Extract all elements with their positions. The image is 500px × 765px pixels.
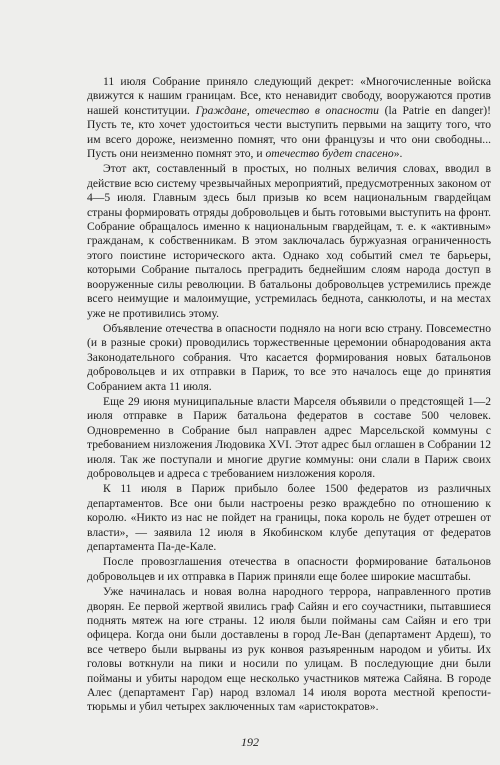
paragraph-7: Уже начиналась и новая волна народного террора, направленного против дворян. Ее первой жертвой явились граф Сайян и его соучастники, пытавшиеся поднять мятеж на юге страны. 12 июля были пойманы сам Сайян и его три офицера. Когда они были доставлены в город Ле-Ван (департамент Ардеш), то все четверо были вырваны из рук конвоя разъяренным народом и убиты. Их головы воткнули на пики и носили по улицам. В последующие дни были пойманы и убиты народом еще несколько участников мятежа Сайяна. В городе Алес (департамент Гар) народ взломал 14 июля ворота местной крепости-тюрьмы и убил четырех заключенных там «аристократов». bbox=[87, 585, 491, 714]
paragraph-1: 11 июля Собрание приняло следующий декрет: «Многочисленные войска движутся к нашим границам. Все, кто ненавидит свободу, вооружаются против нашей конституции. Граждане, отечество в опасности (la Patrie en danger)! Пусть те, кто хочет удостоиться чести выступить первыми на защиту того, что им всего дороже, неизменно помнят, что они французы и что они свободны... Пусть они неизменно помнят это, и отечество будет спасено». bbox=[87, 75, 492, 161]
paragraph-3: Объявление отечества в опасности подняло на ноги всю страну. Повсеместно (и в разные сроки) проводились торжественные церемонии обнародования акта Законодательного собрания. Что касается формирования новых батальонов добровольцев и их отправки в Париж, то все это началось еще до принятия Собранием акта 11 июля. bbox=[87, 321, 491, 393]
paragraph-4: Еще 29 июня муниципальные власти Марселя объявили о предстоящей 1—2 июля отправке в Париж батальона федератов в составе 500 человек. Одновременно в Собрание был направлен адрес Марсельской коммуны с требованием низложения Людовика XVI. Этот адрес был оглашен в Собрании 12 июля. Так же поступали и многие другие коммуны: они слали в Париж своих добровольцев и адреса с требованием низложения короля. bbox=[87, 394, 491, 480]
body-text bbox=[87, 75, 491, 715]
page-number: 192 bbox=[241, 735, 259, 749]
paragraph-6: После провозглашения отечества в опасности формирование батальонов добровольцев и их отправка в Париж приняли еще более широкие масштабы. bbox=[87, 555, 491, 583]
paragraph-5: К 11 июля в Париж прибыло более 1500 федератов из различных департаментов. Все они были настроены резко враждебно по отношению к королю. «Никто из нас не пойдет на границы, пока король не будет отрешен от власти», — заявила 12 июля в Якобинском клубе депутация от федератов департамента Па-де-Кале. bbox=[87, 482, 491, 553]
paragraph-2: Этот акт, составленный в простых, но полных величия словах, вводил в действие всю систему чрезвычайных мероприятий, предусмотренных законом от 4—5 июля. Главным здесь был призыв ко всем национальным гвардейцам страны формировать отряды добровольцев и быть готовыми выступить на фронт. Собрание обращалось именно к национальным гвардейцам, т. е. к «активным» гражданам, к собственникам. В этом заключалась буржуазная ограниченность этого поистине исторического акта. Однако ход событий смел те барьеры, которыми Собрание пыталось преградить беднейшим слоям народа доступ в вооруженные силы революции. В батальоны добровольцев устремились прежде всего неимущие и малоимущие, устремилась беднота, санкюлоты, и на местах уже не противились этому. bbox=[87, 162, 491, 320]
